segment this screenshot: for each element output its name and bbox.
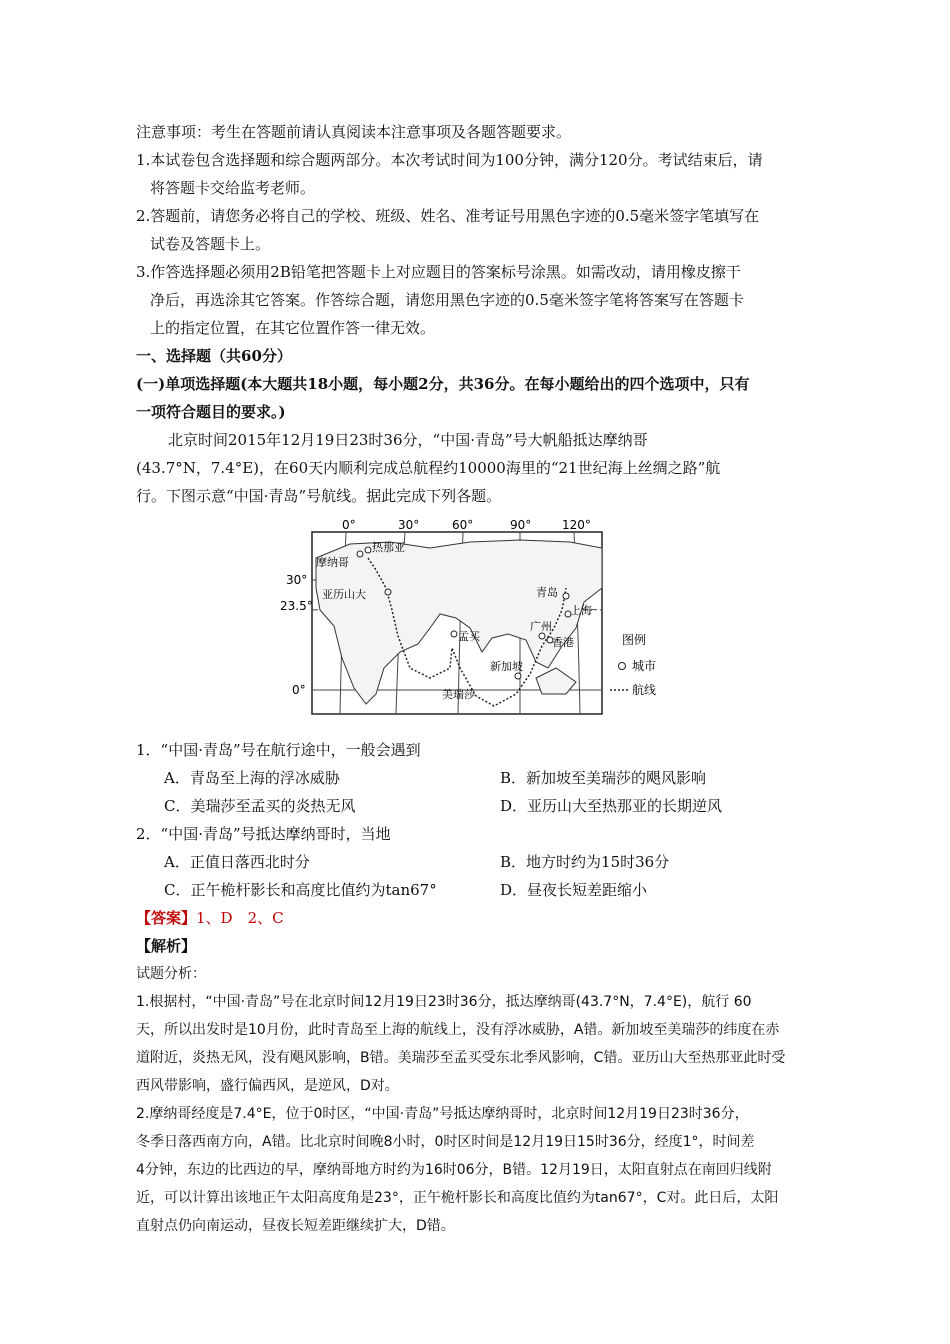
question-2-options-row-1	[136, 848, 816, 876]
question-1-options-row-1	[136, 764, 816, 792]
legend-city-marker	[619, 663, 626, 670]
q2-option-c: C．正午桅杆影长和高度比值约为tan67°	[164, 881, 437, 899]
city-qingdao-marker	[563, 593, 569, 599]
analysis-p2-line-4: 近，可以计算出该地正午太阳高度角是23°，正午桅杆影长和高度比值约为tan67°，C对。此日后，太阳	[136, 1190, 779, 1206]
city-alexandria-marker	[385, 589, 391, 595]
analysis-p2-line-3: 4分钟，东边的比西边的早，摩纳哥地方时约为16时06分，B错。12月19日，太阳直射点在南回归线附	[136, 1162, 772, 1178]
analysis-p2-line-2: 冬季日落西南方向，A错。比北京时间晚8小时，0时区时间是12月19日15时36分，经度1°，时间差	[136, 1134, 755, 1150]
city-label-guangzhou: 广州	[530, 620, 552, 633]
passage-line-1: 北京时间2015年12月19日23时36分，“中国·青岛”号大帆船抵达摩纳哥	[168, 431, 648, 449]
city-label-mumbai: 孟买	[458, 630, 480, 643]
question-2-options-row-2	[136, 876, 816, 904]
city-label-shanghai: 上海	[570, 604, 592, 617]
passage-line-3: 行。下图示意“中国·青岛”号航线。据此完成下列各题。	[136, 487, 502, 505]
analysis-p2-line-5: 直射点仍向南运动，昼夜长短差距继续扩大，D错。	[136, 1218, 455, 1234]
passage-line-2: (43.7°N，7.4°E)，在60天内顺利完成总航程约10000海里的“21世纪海上丝绸之路”航	[136, 459, 721, 477]
city-genoa-marker	[365, 547, 371, 553]
q1-option-a: A．青岛至上海的浮冰威胁	[164, 769, 340, 787]
answer-label: 【答案】	[136, 909, 197, 927]
question-2-stem: 2．“中国·青岛”号抵达摩纳哥时，当地	[136, 825, 391, 843]
city-mumbai-marker	[451, 631, 457, 637]
city-label-monaco: 摩纳哥	[316, 556, 349, 569]
analysis-p2-line-1: 2.摩纳哥经度是7.4°E，位于0时区，“中国·青岛”号抵达摩纳哥时，北京时间12月19日23时36分，	[136, 1106, 749, 1122]
lon-label-60: 60°	[452, 518, 474, 532]
q1-option-b: B．新加坡至美瑞莎的飓风影响	[500, 769, 707, 787]
city-monaco-marker	[357, 551, 363, 557]
answer-value: 1、D 2、C	[196, 909, 284, 927]
subsection-title-2: 一项符合题目的要求。)	[136, 403, 286, 421]
notice-item-3c: 上的指定位置，在其它位置作答一律无效。	[150, 319, 436, 337]
analysis-label: 【解析】	[136, 937, 197, 955]
city-label-mombasa: 美瑞莎	[442, 688, 475, 701]
notice-item-2b: 试卷及答题卡上。	[150, 235, 271, 253]
legend-city-label: 城市	[632, 659, 657, 673]
city-label-hongkong: 香港	[552, 636, 574, 649]
city-singapore-marker	[515, 673, 521, 679]
answer-line	[136, 904, 816, 932]
analysis-body	[136, 960, 816, 1240]
notice-item-3b: 净后，再选涂其它答案。作答综合题，请您用黑色字迹的0.5毫米签字笔将答案写在答题卡	[150, 291, 744, 309]
lon-label-30: 30°	[398, 518, 420, 532]
lon-label-90: 90°	[510, 518, 532, 532]
city-guangzhou-marker	[539, 633, 545, 639]
question-1-stem: 1．“中国·青岛”号在航行途中，一般会遇到	[136, 741, 421, 759]
notice-item-1a: 1.本试卷包含选择题和综合题两部分。本次考试时间为100分钟，满分120分。考试结束后，请	[136, 151, 763, 169]
analysis-p1-line-4: 西风带影响，盛行偏西风，是逆风，D对。	[136, 1078, 399, 1094]
city-label-singapore: 新加坡	[490, 660, 523, 673]
analysis-p1-line-2: 天，所以出发时是10月份，此时青岛至上海的航线上，没有浮冰威胁，A错。新加坡至美瑞莎的纬度在赤	[136, 1022, 780, 1038]
lon-label-120: 120°	[562, 518, 591, 532]
lat-label-30: 30°	[286, 573, 308, 587]
city-label-genoa: 热那亚	[372, 541, 405, 554]
lat-label-23-5: 23.5°	[280, 599, 313, 613]
q2-option-b: B．地方时约为15时36分	[500, 853, 670, 871]
q2-option-a: A．正值日落西北时分	[164, 853, 310, 871]
notice-item-2a: 2.答题前，请您务必将自己的学校、班级、姓名、准考证号用黑色字迹的0.5毫米签字笔填写在	[136, 207, 760, 225]
notice-item-3a: 3.作答选择题必须用2B铅笔把答题卡上对应题目的答案标号涂黑。如需改动，请用橡皮擦干	[136, 263, 741, 281]
q1-option-d: D．亚历山大至热那亚的长期逆风	[500, 797, 723, 815]
analysis-intro: 试题分析：	[136, 966, 206, 982]
notice-item-1b: 将答题卡交给监考老师。	[150, 179, 316, 197]
route-map-svg	[280, 518, 657, 716]
notice-title: 注意事项：考生在答题前请认真阅读本注意事项及各题答题要求。	[136, 123, 572, 141]
section-title: 一、选择题（共60分）	[136, 347, 292, 365]
q2-option-d: D．昼夜长短差距缩小	[500, 881, 648, 899]
route-map	[280, 518, 657, 716]
legend-route-label: 航线	[632, 683, 657, 697]
city-label-qingdao: 青岛	[536, 586, 558, 599]
subsection-title-1: (一)单项选择题(本大题共18小题，每小题2分，共36分。在每小题给出的四个选项中，只有	[136, 375, 750, 393]
analysis-p1-line-1: 1.根据村，“中国·青岛”号在北京时间12月19日23时36分，抵达摩纳哥(43.7°N，7.4°E)，航行 60	[136, 994, 752, 1010]
analysis-p1-line-3: 道附近，炎热无风，没有飓风影响，B错。美瑞莎至孟买受东北季风影响，C错。亚历山大至热那亚此时受	[136, 1050, 786, 1066]
question-1-options-row-2	[136, 792, 816, 820]
lon-label-0: 0°	[342, 518, 356, 532]
city-label-alexandria: 亚历山大	[322, 588, 366, 601]
legend-title: 图例	[622, 633, 647, 647]
lat-label-0: 0°	[292, 683, 306, 697]
q1-option-c: C．美瑞莎至孟买的炎热无风	[164, 797, 356, 815]
